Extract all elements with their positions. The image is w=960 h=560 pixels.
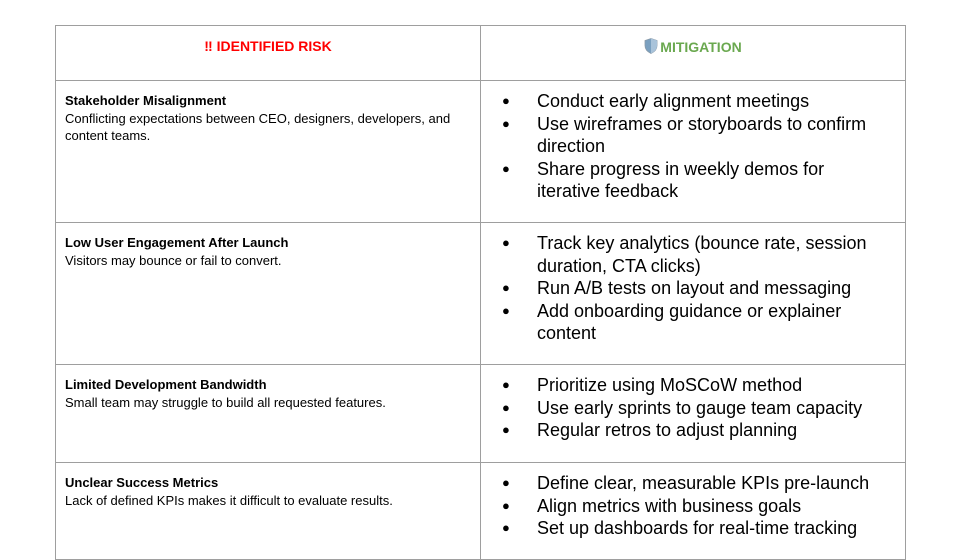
mitigation-item: ● Track key analytics (bounce rate, session duration, CTA clicks): [537, 232, 885, 277]
mitigation-list: [481, 81, 905, 213]
mitigation-item: ● Define clear, measurable KPIs pre-launch: [537, 472, 885, 495]
risk-mitigation-table: [55, 25, 906, 560]
risk-description: Visitors may bounce or fail to convert.: [65, 253, 282, 268]
mitigation-list: [481, 463, 905, 550]
risk-title: Low User Engagement After Launch: [65, 235, 289, 250]
risk-cell: [56, 463, 481, 560]
risk-description: Small team may struggle to build all requested features.: [65, 395, 386, 410]
mitigation-item: ● Add onboarding guidance or explainer content: [537, 300, 885, 345]
risk-title: Stakeholder Misalignment: [65, 93, 227, 108]
mitigation-column-header: [481, 26, 906, 81]
double-exclamation-icon: ‼: [204, 38, 213, 54]
mitigation-list: [481, 223, 905, 355]
mitigation-item: ● Use wireframes or storyboards to confirm direction: [537, 113, 885, 158]
mitigation-item: ● Regular retros to adjust planning: [537, 419, 885, 442]
table-row: [56, 365, 906, 463]
risk-header-label: IDENTIFIED RISK: [216, 38, 332, 54]
shield-icon: [644, 38, 658, 57]
mitigation-cell: [481, 223, 906, 365]
mitigation-list: [481, 365, 905, 452]
mitigation-header-label: MITIGATION: [660, 39, 742, 55]
mitigation-item: ● Use early sprints to gauge team capacity: [537, 397, 885, 420]
table-row: [56, 463, 906, 560]
risk-cell: [56, 365, 481, 463]
mitigation-cell: [481, 365, 906, 463]
risk-title: Limited Development Bandwidth: [65, 377, 267, 392]
risk-column-header: [56, 26, 481, 81]
mitigation-item: ● Align metrics with business goals: [537, 495, 885, 518]
mitigation-cell: [481, 463, 906, 560]
table-row: [56, 81, 906, 223]
mitigation-item: ● Set up dashboards for real-time tracking: [537, 517, 885, 540]
risk-description: Lack of defined KPIs makes it difficult to evaluate results.: [65, 493, 393, 508]
table-row: [56, 223, 906, 365]
risk-title: Unclear Success Metrics: [65, 475, 219, 490]
risk-description: Conflicting expectations between CEO, designers, developers, and content teams.: [65, 111, 451, 143]
risk-cell: [56, 223, 481, 365]
table-header-row: [56, 26, 906, 81]
mitigation-item: ● Run A/B tests on layout and messaging: [537, 277, 885, 300]
mitigation-cell: [481, 81, 906, 223]
risk-cell: [56, 81, 481, 223]
mitigation-item: ● Prioritize using MoSCoW method: [537, 374, 885, 397]
mitigation-item: ● Share progress in weekly demos for iterative feedback: [537, 158, 885, 203]
mitigation-item: ● Conduct early alignment meetings: [537, 90, 885, 113]
